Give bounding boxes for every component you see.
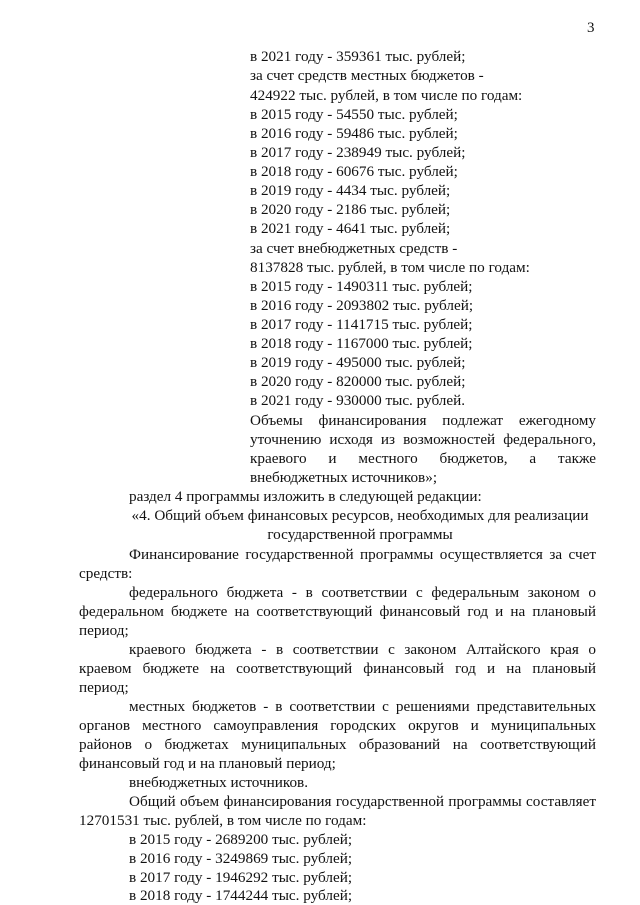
passport-line: в 2017 году - 238949 тыс. рублей; (250, 144, 466, 161)
passport-line: в 2015 году - 1490311 тыс. рублей; (250, 278, 473, 295)
passport-line: в 2019 году - 495000 тыс. рублей; (250, 354, 466, 371)
paragraph-line: 12701531 тыс. рублей, в том числе по годам: (79, 812, 367, 829)
passport-line: за счет средств местных бюджетов - (250, 67, 484, 84)
passport-line: в 2015 году - 54550 тыс. рублей; (250, 106, 458, 123)
section-intro: раздел 4 программы изложить в следующей редакции: (129, 488, 482, 505)
page-number: 3 (587, 20, 595, 36)
passport-line: в 2016 году - 59486 тыс. рублей; (250, 125, 458, 142)
note-line: краевого и местного бюджетов, а также (250, 450, 596, 467)
passport-line: в 2021 году - 359361 тыс. рублей; (250, 48, 466, 65)
year-line: в 2015 году - 2689200 тыс. рублей; (129, 831, 353, 848)
paragraph-line: федеральном бюджете на соответствующий финансовый год и на плановый (79, 603, 596, 620)
year-line: в 2017 году - 1946292 тыс. рублей; (129, 869, 353, 886)
passport-line: за счет внебюджетных средств - (250, 240, 458, 257)
passport-line: в 2021 году - 4641 тыс. рублей; (250, 220, 451, 237)
paragraph-line: краевого бюджета - в соответствии с законом Алтайского края о (129, 641, 596, 658)
passport-line: 8137828 тыс. рублей, в том числе по годам: (250, 259, 530, 276)
extra-budget-line: внебюджетных источников. (129, 774, 309, 791)
passport-line: в 2021 году - 930000 тыс. рублей. (250, 392, 466, 409)
paragraph-line: период; (79, 622, 129, 639)
year-line: в 2018 году - 1744244 тыс. рублей; (129, 887, 353, 904)
passport-line: 424922 тыс. рублей, в том числе по годам: (250, 87, 523, 104)
section-title-line: «4. Общий объем финансовых ресурсов, необходимых для реализации (131, 507, 589, 524)
passport-line: в 2016 году - 2093802 тыс. рублей; (250, 297, 474, 314)
section-title-line: государственной программы (267, 526, 453, 543)
paragraph-line: районов о бюджетах муниципальных образований на соответствующий (79, 736, 596, 753)
paragraph-line: период; (79, 679, 129, 696)
paragraph-line: федерального бюджета - в соответствии с федеральным законом о (129, 584, 596, 601)
paragraph-line: финансовый год и на плановый период; (79, 755, 336, 772)
passport-line: в 2019 году - 4434 тыс. рублей; (250, 182, 451, 199)
passport-line: в 2018 году - 1167000 тыс. рублей; (250, 335, 473, 352)
note-line: Объемы финансирования подлежат ежегодному (250, 412, 596, 429)
paragraph-line: органов местного самоуправления городских округов и муниципальных (79, 717, 596, 734)
paragraph-line: краевом бюджете на соответствующий финансовый год и на плановый (79, 660, 596, 677)
paragraph-line: средств: (79, 565, 133, 582)
passport-line: в 2017 году - 1141715 тыс. рублей; (250, 316, 473, 333)
passport-line: в 2020 году - 820000 тыс. рублей; (250, 373, 466, 390)
passport-line: в 2020 году - 2186 тыс. рублей; (250, 201, 451, 218)
paragraph-line: Общий объем финансирования государственной программы составляет (129, 793, 596, 810)
note-line: внебюджетных источников»; (250, 469, 438, 486)
year-line: в 2016 году - 3249869 тыс. рублей; (129, 850, 353, 867)
paragraph-line: местных бюджетов - в соответствии с решениями представительных (129, 698, 596, 715)
passport-line: в 2018 году - 60676 тыс. рублей; (250, 163, 458, 180)
paragraph-line: Финансирование государственной программы осуществляется за счет (129, 546, 596, 563)
note-line: уточнению исходя из возможностей федерального, (250, 431, 596, 448)
